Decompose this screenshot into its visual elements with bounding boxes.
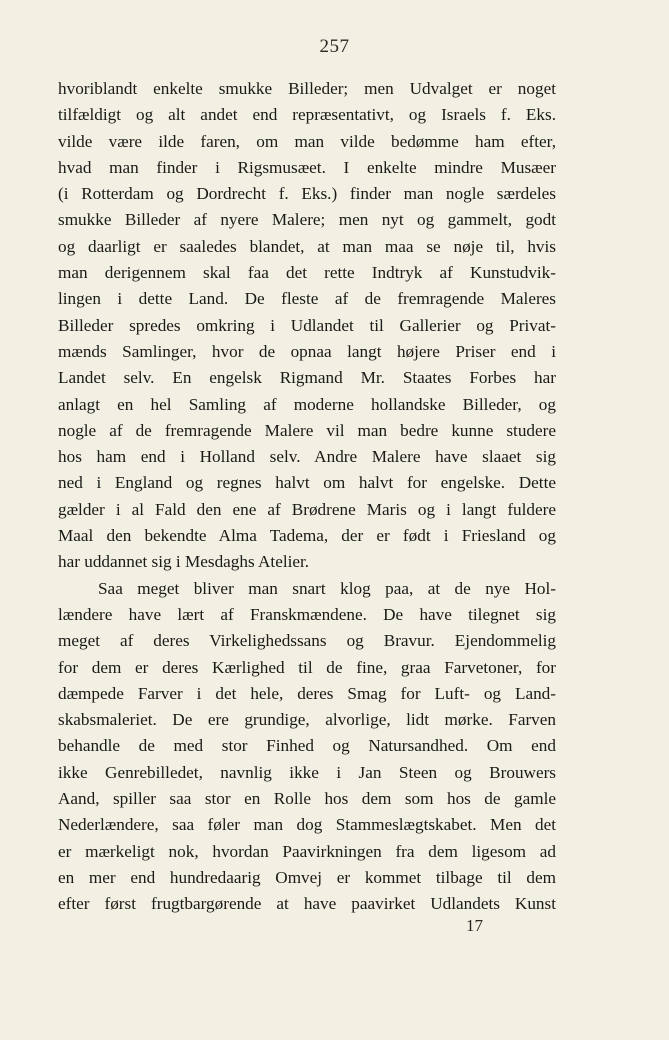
signature-mark: 17 [466, 916, 483, 935]
text-line: man derigennem skal faa det rette Indtryk af Kunstudvik- [58, 263, 556, 283]
text-line: meget af deres Virkelighedssans og Bravur. Ejendommelig [58, 631, 556, 651]
text-line: gælder i al Fald den ene af Brødrene Maris og i langt fuldere [58, 499, 556, 519]
text-line: nogle af de fremragende Malere vil man bedre kunne studere [58, 420, 556, 440]
paragraph-start-line: Saa meget bliver man snart klog paa, at de nye Hol- [98, 578, 556, 598]
text-line: og daarligt er saaledes blandet, at man maa se nøje til, hvis [58, 236, 556, 256]
text-line: Billeder spredes omkring i Udlandet til Gallerier og Privat- [58, 315, 556, 335]
text-line: Nederlændere, saa føler man dog Stammeslægtskabet. Men det [58, 815, 556, 835]
text-line: ned i England og regnes halvt om halvt for engelske. Dette [58, 473, 556, 493]
text-line: behandle de med stor Finhed og Natursandhed. Om end [58, 736, 556, 756]
text-line: lingen i dette Land. De fleste af de fremragende Maleres [58, 289, 556, 309]
text-line: hvad man finder i Rigsmusæet. I enkelte mindre Musæer [58, 157, 556, 177]
text-line: smukke Billeder af nyere Malere; men nyt og gammelt, godt [58, 210, 556, 230]
text-line: mænds Samlinger, hvor de opnaa langt højere Priser end i [58, 341, 556, 361]
text-line: skabsmaleriet. De ere grundige, alvorlige, lidt mørke. Farven [58, 710, 556, 730]
text-line: Landet selv. En engelsk Rigmand Mr. Staates Forbes har [58, 368, 556, 388]
text-line: Maal den bekendte Alma Tadema, der er født i Friesland og [58, 526, 556, 546]
text-line: hvoriblandt enkelte smukke Billeder; men Udvalget er noget [58, 79, 556, 98]
text-line: lændere have lært af Franskmændene. De have tilegnet sig [58, 604, 556, 624]
text-line: hos ham end i Holland selv. Andre Malere have slaaet sig [58, 447, 556, 467]
text-line: for dem er deres Kærlighed til de fine, graa Farvetoner, for [58, 657, 556, 677]
page-number: 257 [319, 36, 350, 57]
body-text [58, 76, 556, 918]
text-line: tilfældigt og alt andet end repræsentativt, og Israels f. Eks. [58, 105, 556, 125]
text-line: (i Rotterdam og Dordrecht f. Eks.) finder man nogle særdeles [58, 184, 556, 204]
text-line: en mer end hundredaarig Omvej er kommet tilbage til dem [58, 867, 556, 887]
text-line: dæmpede Farver i det hele, deres Smag for Luft- og Land- [58, 683, 556, 703]
text-line: ikke Genrebilledet, navnlig ikke i Jan Steen og Brouwers [58, 762, 556, 782]
text-line: efter først frugtbargørende at have paavirket Udlandets Kunst [58, 894, 556, 914]
text-line: Aand, spiller saa stor en Rolle hos dem som hos de gamle [58, 789, 556, 809]
text-line: vilde være ilde faren, om man vilde bedømme ham efter, [58, 131, 556, 151]
paragraph-end-line: har uddannet sig i Mesdaghs Atelier. [58, 552, 310, 572]
text-line: er mærkeligt nok, hvordan Paavirkningen fra dem ligesom ad [58, 841, 556, 861]
text-line: anlagt en hel Samling af moderne hollandske Billeder, og [58, 394, 556, 414]
